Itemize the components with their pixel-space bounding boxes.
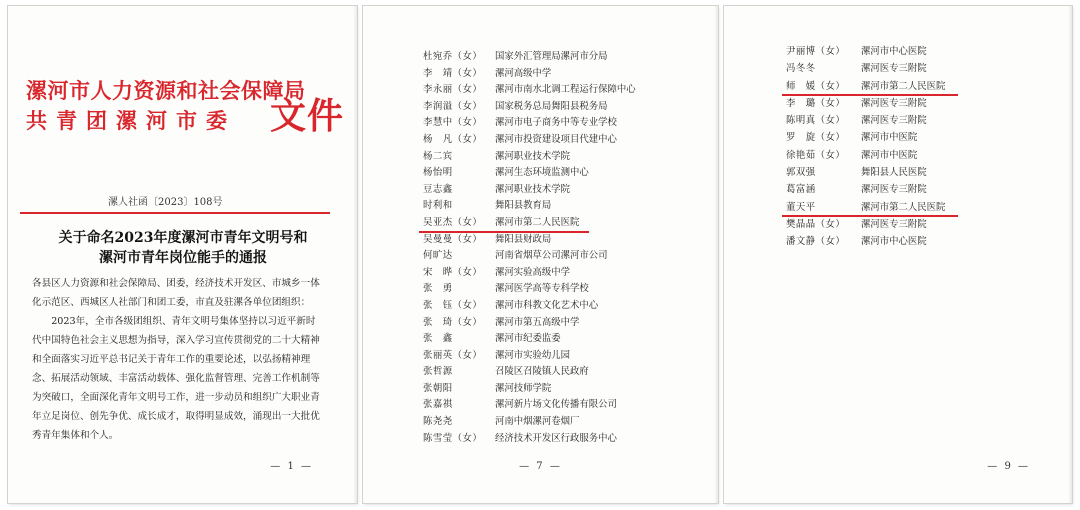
header-wenjian: 文件: [270, 95, 345, 137]
work-unit: 漯河市中心医院: [861, 46, 927, 57]
list-item: [423, 281, 636, 298]
person-name: 张 鑫: [423, 333, 453, 345]
list-item: [423, 265, 636, 282]
list-item: [423, 364, 636, 381]
work-unit: 漯河市第二人民医院: [861, 201, 946, 213]
person-name: 尹丽博（女）: [786, 46, 846, 57]
list-item: [423, 132, 636, 149]
person-name: 杜宛乔（女）: [423, 51, 483, 62]
person-name: 陈尧尧: [423, 416, 453, 428]
name-list: [786, 43, 945, 251]
work-unit: 舞阳县人民医院: [861, 167, 927, 179]
person-name: 李慧中（女）: [423, 117, 483, 129]
person-name: 葛富涵: [786, 184, 816, 196]
person-name: 张哲源: [423, 366, 453, 378]
list-item: [423, 232, 636, 249]
list-item: [786, 95, 945, 112]
work-unit: 漯河市投资建设项目代建中心: [495, 133, 617, 145]
person-name: 樊晶晶（女）: [786, 218, 846, 230]
title-line-2: 漯河市青年岗位能手的通报: [99, 250, 267, 266]
person-name: 李润溢（女）: [423, 100, 483, 112]
work-unit: 漯河医专三附院: [861, 115, 927, 127]
list-item: [423, 431, 636, 448]
page-number: — 9 —: [987, 461, 1030, 472]
list-item: [423, 165, 636, 182]
paragraph-summary: 2023年，全市各级团组织、青年文明号集体坚持以习近平新时代中国特色社会主义思想为指导，深入学习宣传贯彻党的二十大精神和全面落实习近平总书记关于青年工作的重要论述，以弘扬精神理念、拓展活动领域、丰富活动载体、强化监督管理、完善工作机制等为突破口，全面深化青年文明号工作，进一步动员和组织广大职业青年立足岗位、创先争优、成长成才，取得明显成效，涌现出一大批优秀青年集体和个人。: [32, 316, 320, 441]
list-item: [423, 149, 636, 166]
work-unit: 漯河市第二人民医院: [861, 80, 946, 92]
work-unit: 漯河市第二人民医院: [495, 216, 580, 228]
work-unit: 漯河职业技术学院: [495, 183, 571, 195]
person-name: 宋 晔（女）: [423, 266, 483, 278]
work-unit: 召陵区召陵镇人民政府: [495, 366, 589, 378]
list-item: [786, 147, 945, 164]
work-unit: 漯河医专三附院: [861, 218, 927, 230]
person-name: 吴曼曼（女）: [423, 233, 483, 245]
work-unit: 漯河职业技术学院: [495, 150, 571, 162]
header-org-hrss: 漯河市人力资源和社会保障局: [26, 78, 306, 103]
work-unit: 国家外汇管理局漯河市分局: [495, 51, 608, 62]
list-item: [423, 315, 636, 332]
list-item: [786, 216, 945, 233]
work-unit: 漯河市第五高级中学: [495, 316, 580, 328]
person-name: 师 媛（女）: [786, 80, 846, 92]
work-unit: 漯河市中医院: [861, 149, 918, 161]
document-page-7: [363, 6, 718, 503]
work-unit: 漯河市中医院: [861, 132, 918, 144]
work-unit: 漯河市南水北调工程运行保障中心: [495, 84, 636, 96]
list-item: [423, 348, 636, 365]
work-unit: 漯河市实验幼儿园: [495, 349, 571, 361]
document-title: [28, 228, 338, 268]
list-item: [786, 60, 945, 77]
list-item-underlined: [786, 78, 945, 95]
work-unit: 漯河医专三附院: [861, 97, 927, 109]
list-item: [786, 129, 945, 146]
work-unit: 漯河医专三附院: [861, 184, 927, 196]
paragraph-addressees: 各县区人力资源和社会保障局、团委，经济技术开发区、市城乡一体化示范区、西城区人社部门和团工委，市直及驻漯各单位团组织：: [32, 278, 320, 308]
page-number: — 1 —: [270, 461, 313, 472]
person-name: 张 琦（女）: [423, 316, 483, 328]
list-item: [423, 331, 636, 348]
work-unit: 漯河技师学院: [495, 382, 552, 394]
list-item: [423, 49, 636, 66]
person-name: 潘文静（女）: [786, 236, 846, 248]
person-name: 吴亚杰（女）: [423, 216, 483, 228]
list-item: [423, 198, 636, 215]
person-name: 郭双强: [786, 167, 816, 179]
person-name: 张 勇: [423, 283, 453, 295]
document-number: 漯人社函〔2023〕108号: [108, 197, 223, 208]
person-name: 时利和: [423, 200, 453, 212]
list-item: [423, 82, 636, 99]
person-name: 张丽英（女）: [423, 349, 483, 361]
person-name: 杨二宾: [423, 150, 453, 162]
name-list: [423, 49, 636, 447]
work-unit: 漯河生态环境监测中心: [495, 167, 589, 179]
work-unit: 漯河市电子商务中等专业学校: [495, 117, 617, 129]
work-unit: 漯河市纪委监委: [495, 333, 561, 345]
person-name: 罗 旋（女）: [786, 132, 846, 144]
person-name: 陈雪莹（女）: [423, 432, 483, 444]
work-unit: 漯河市中心医院: [861, 236, 927, 248]
person-name: 李 璐（女）: [786, 97, 846, 109]
document-body: [32, 274, 322, 445]
work-unit: 河南省烟草公司漯河市公司: [495, 250, 608, 262]
list-item-underlined: [786, 199, 945, 216]
header-org-youth-league: 共青团漯河市委: [26, 108, 236, 133]
list-item: [786, 164, 945, 181]
list-item: [423, 66, 636, 83]
person-name: 张 钰（女）: [423, 299, 483, 311]
work-unit: 河南中烟漯河卷烟厂: [495, 416, 580, 428]
work-unit: 漯河市科教文化艺术中心: [495, 299, 599, 311]
person-name: 董天平: [786, 201, 816, 213]
list-item: [786, 112, 945, 129]
person-name: 冯冬冬: [786, 63, 816, 75]
work-unit: 舞阳县财政局: [495, 233, 552, 245]
work-unit: 漯河医学高等专科学校: [495, 283, 589, 295]
work-unit: 漯河新片场文化传播有限公司: [495, 399, 617, 411]
person-name: 杨 凡（女）: [423, 133, 483, 145]
list-item: [423, 182, 636, 199]
list-item: [423, 115, 636, 132]
person-name: 豆志鑫: [423, 183, 453, 195]
red-divider: [20, 212, 330, 214]
person-name: 张嘉祺: [423, 399, 453, 411]
title-line-1: 关于命名2023年度漯河市青年文明号和: [58, 230, 308, 246]
person-name: 杨怡明: [423, 167, 453, 179]
person-name: 徐艳茹（女）: [786, 149, 846, 161]
list-item: [423, 248, 636, 265]
list-item: [423, 414, 636, 431]
document-page-9: [724, 6, 1072, 503]
work-unit: 漯河高级中学: [495, 67, 552, 79]
list-item: [423, 298, 636, 315]
work-unit: 舞阳县教育局: [495, 200, 552, 212]
page-number: — 7 —: [519, 461, 562, 472]
person-name: 李 靖（女）: [423, 67, 483, 79]
document-page-1: [8, 6, 357, 503]
person-name: 陈明真（女）: [786, 115, 846, 127]
list-item: [786, 181, 945, 198]
work-unit: 漯河医专三附院: [861, 63, 927, 75]
person-name: 张朝阳: [423, 382, 453, 394]
work-unit: 国家税务总局舞阳县税务局: [495, 100, 608, 112]
list-item: [786, 233, 945, 250]
red-header: [26, 76, 306, 136]
person-name: 李永丽（女）: [423, 84, 483, 96]
list-item: [423, 381, 636, 398]
list-item: [423, 99, 636, 116]
work-unit: 经济技术开发区行政服务中心: [495, 432, 617, 444]
person-name: 何旷达: [423, 250, 453, 262]
list-item: [786, 43, 945, 60]
list-item: [423, 397, 636, 414]
list-item-underlined: [423, 215, 636, 232]
work-unit: 漯河实验高级中学: [495, 266, 571, 278]
